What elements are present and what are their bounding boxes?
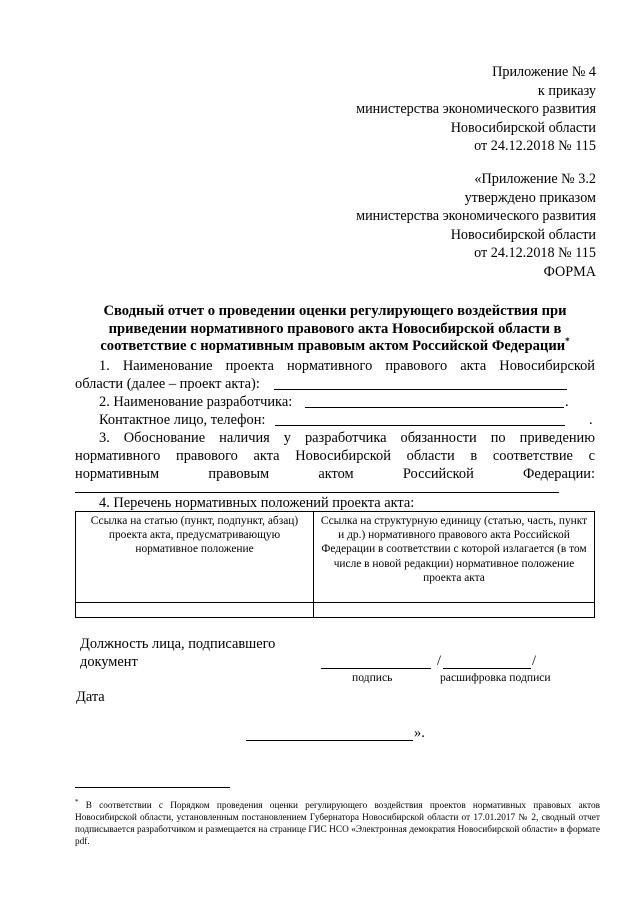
table-header-col2: Ссылка на структурную единицу (статью, часть, пункт и др.) нормативного правового акта Российской Федерации в соответствии с которой излагается (в том числе в новой редакции) нормативное положение проекта акта — [314, 512, 595, 603]
appendix-line: министерства экономического развития — [356, 101, 596, 118]
signature-line[interactable] — [321, 668, 431, 669]
caption-signature: подпись — [352, 671, 393, 684]
appendix-line: от 24.12.2018 № 115 — [474, 138, 596, 155]
table-cell[interactable] — [314, 603, 595, 618]
signer-position-b: документ — [80, 654, 138, 670]
contact-end: . — [589, 412, 593, 428]
item-2-label: 2. Наименование разработчика: — [99, 394, 293, 410]
appendix-line: «Приложение № 3.2 — [474, 171, 596, 187]
name-decode-line[interactable] — [443, 668, 531, 669]
item-1-line-b: области (далее – проект акта): — [75, 376, 260, 392]
form-label: ФОРМА — [543, 264, 596, 280]
title-footnote-mark: * — [565, 336, 570, 347]
appendix-line: утверждено приказом — [464, 189, 596, 206]
appendix-line: Приложение № 4 — [492, 64, 596, 80]
developer-fill-line[interactable] — [305, 407, 564, 408]
date-label: Дата — [76, 689, 105, 705]
signer-position-a: Должность лица, подписавшего — [80, 636, 276, 652]
table-row — [76, 603, 595, 618]
signature-slash-1: / — [437, 653, 441, 669]
report-title-text: Сводный отчет о проведении оценки регулирующего воздействия при приведении нормативного правового акта Новосибирской области в соответствие с нормативным правовым актом Российской Федерации — [100, 303, 567, 354]
footnote-text: В соответствии с Порядком проведения оценки регулирующего воздействия проектов нормативных правовых актов Новосибирской области, установленным постановлением Губернатора Новосибирской области от 17.01.2017 № 2, сводный отчет подписывается разработчиком и размещается на странице ГИС НСО «Электронная демократия Новосибирской области» в формате pdf. — [75, 801, 601, 848]
footnote-separator — [75, 787, 230, 788]
item-1-line-a: 1. Наименование проекта нормативного правового акта Новосибирской — [99, 358, 595, 374]
appendix-3-2-header — [356, 170, 596, 263]
contact-label: Контактное лицо, телефон: — [99, 412, 266, 428]
item-4-label: 4. Перечень нормативных положений проекта акта: — [99, 495, 415, 511]
item-3-line-a: 3. Обоснование наличия у разработчика обязанности по приведению — [99, 430, 595, 446]
appendix-line: к приказу — [537, 82, 596, 99]
footnote — [75, 796, 600, 848]
item-2-end: . — [565, 394, 569, 410]
project-name-fill-line[interactable] — [274, 389, 567, 390]
table-header-row — [76, 512, 595, 603]
item-3-line-b: нормативного правового акта Новосибирской области в соответствие с — [75, 448, 595, 464]
provisions-table — [75, 511, 595, 618]
caption-name-decode: расшифровка подписи — [440, 671, 551, 684]
item-3-line-c: нормативным правовым актом Российской Федерации: — [75, 466, 595, 482]
table-header-col1: Ссылка на статью (пункт, подпункт, абзац) проекта акта, предусматривающую нормативное положение — [76, 512, 314, 603]
footnote-mark: * — [75, 798, 79, 806]
appendix-4-header — [356, 63, 596, 156]
appendix-line: от 24.12.2018 № 115 — [474, 245, 596, 262]
signature-slash-2: / — [532, 653, 536, 669]
appendix-line: Новосибирской области — [450, 226, 596, 243]
contact-fill-line[interactable] — [275, 425, 565, 426]
appendix-line: Новосибирской области — [450, 119, 596, 136]
appendix-line: министерства экономического развития — [356, 208, 596, 225]
closing-quote: ». — [414, 725, 425, 741]
table-cell[interactable] — [76, 603, 314, 618]
report-title — [75, 303, 595, 356]
date-fill-line[interactable] — [246, 740, 413, 741]
justification-fill-line[interactable] — [75, 492, 559, 493]
